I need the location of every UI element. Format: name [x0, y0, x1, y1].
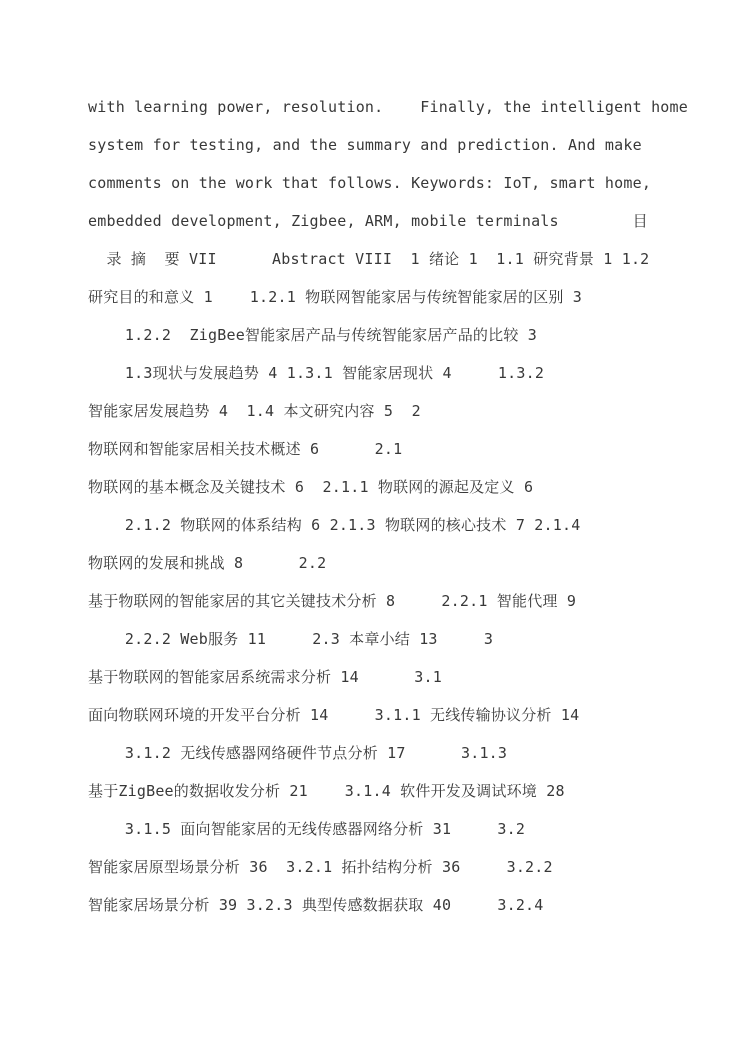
abstract-text-line: with learning power, resolution. Finally, the intelligent home [88, 98, 688, 116]
toc-line: 智能家居原型场景分析 36 3.2.1 拓扑结构分析 36 3.2.2 [88, 858, 553, 876]
toc-line: 3.1.5 面向智能家居的无线传感器网络分析 31 3.2 [88, 820, 526, 838]
toc-line: 1.2.2 ZigBee智能家居产品与传统智能家居产品的比较 3 [88, 326, 537, 344]
toc-line: 研究目的和意义 1 1.2.1 物联网智能家居与传统智能家居的区别 3 [88, 288, 583, 306]
toc-line: 智能家居发展趋势 4 1.4 本文研究内容 5 2 [88, 402, 421, 420]
toc-line: 物联网的发展和挑战 8 2.2 [88, 554, 327, 572]
toc-line: 基于物联网的智能家居的其它关键技术分析 8 2.2.1 智能代理 9 [88, 592, 577, 610]
abstract-text-line: system for testing, and the summary and prediction. And make [88, 136, 642, 154]
toc-line: 基于ZigBee的数据收发分析 21 3.1.4 软件开发及调试环境 28 [88, 782, 565, 800]
toc-line: 面向物联网环境的开发平台分析 14 3.1.1 无线传输协议分析 14 [88, 706, 580, 724]
abstract-keywords-line: embedded development, Zigbee, ARM, mobile terminals 目 [88, 212, 648, 230]
abstract-text-line: comments on the work that follows. Keywords: IoT, smart home, [88, 174, 652, 192]
toc-line: 3.1.2 无线传感器网络硬件节点分析 17 3.1.3 [88, 744, 508, 762]
toc-line: 录 摘 要 VII Abstract VIII 1 绪论 1 1.1 研究背景 1 1.2 [88, 250, 650, 268]
toc-line: 基于物联网的智能家居系统需求分析 14 3.1 [88, 668, 442, 686]
toc-line: 2.1.2 物联网的体系结构 6 2.1.3 物联网的核心技术 7 2.1.4 [88, 516, 581, 534]
toc-line: 物联网的基本概念及关键技术 6 2.1.1 物联网的源起及定义 6 [88, 478, 534, 496]
toc-line: 1.3现状与发展趋势 4 1.3.1 智能家居现状 4 1.3.2 [88, 364, 545, 382]
toc-line: 物联网和智能家居相关技术概述 6 2.1 [88, 440, 403, 458]
toc-line: 智能家居场景分析 39 3.2.3 典型传感数据获取 40 3.2.4 [88, 896, 544, 914]
toc-line: 2.2.2 Web服务 11 2.3 本章小结 13 3 [88, 630, 494, 648]
